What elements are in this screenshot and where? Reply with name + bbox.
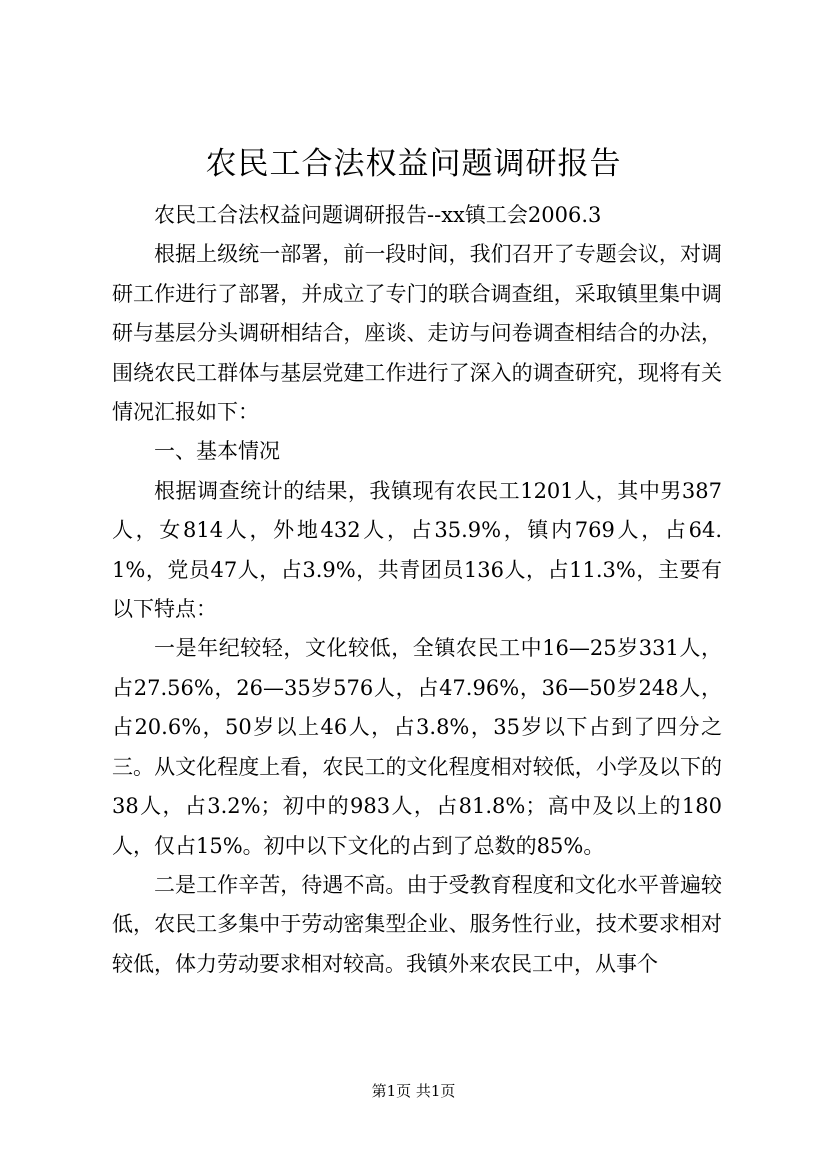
section-heading: 一、基本情况	[154, 439, 280, 464]
age-education-paragraph: 一是年纪较轻，文化较低，全镇农民工中16—25岁331人，占27.56%，26—35岁576人，占47.96%，36—50岁248人，占20.6%，50岁以上46人，占3.8%，35岁以下占到了四分之三。从文化程度上看，农民工的文化程度相对较低，小学及以下的38人，占3.2%；初中的983人，占81.8%；高中及以上的180人，仅占15%。初中以下文化的占到了总数的85%。	[112, 636, 722, 858]
statistics-paragraph: 根据调查统计的结果，我镇现有农民工1201人，其中男387人，女814人，外地432人，占35.9%，镇内769人，占64.1%，党员47人，占3.9%，共青团员136人，占11.3%，主要有以下特点：	[112, 478, 722, 622]
intro-paragraph: 根据上级统一部署，前一段时间，我们召开了专题会议，对调研工作进行了部署，并成立了专门的联合调查组，采取镇里集中调研与基层分头调研相结合，座谈、走访与问卷调查相结合的办法，围绕农民工群体与基层党建工作进行了深入的调查研究，现将有关情况汇报如下：	[112, 242, 722, 425]
page-footer: 第1页 共1页	[371, 1082, 456, 1100]
document-body	[112, 196, 722, 984]
document-title: 农民工合法权益问题调研报告	[205, 146, 622, 182]
work-conditions-paragraph: 二是工作辛苦，待遇不高。由于受教育程度和文化水平普遍较低，农民工多集中于劳动密集型企业、服务性行业，技术要求相对较低，体力劳动要求相对较高。我镇外来农民工中，从事个	[112, 872, 722, 976]
subtitle-line: 农民工合法权益问题调研报告--xx镇工会2006.3	[154, 203, 602, 227]
